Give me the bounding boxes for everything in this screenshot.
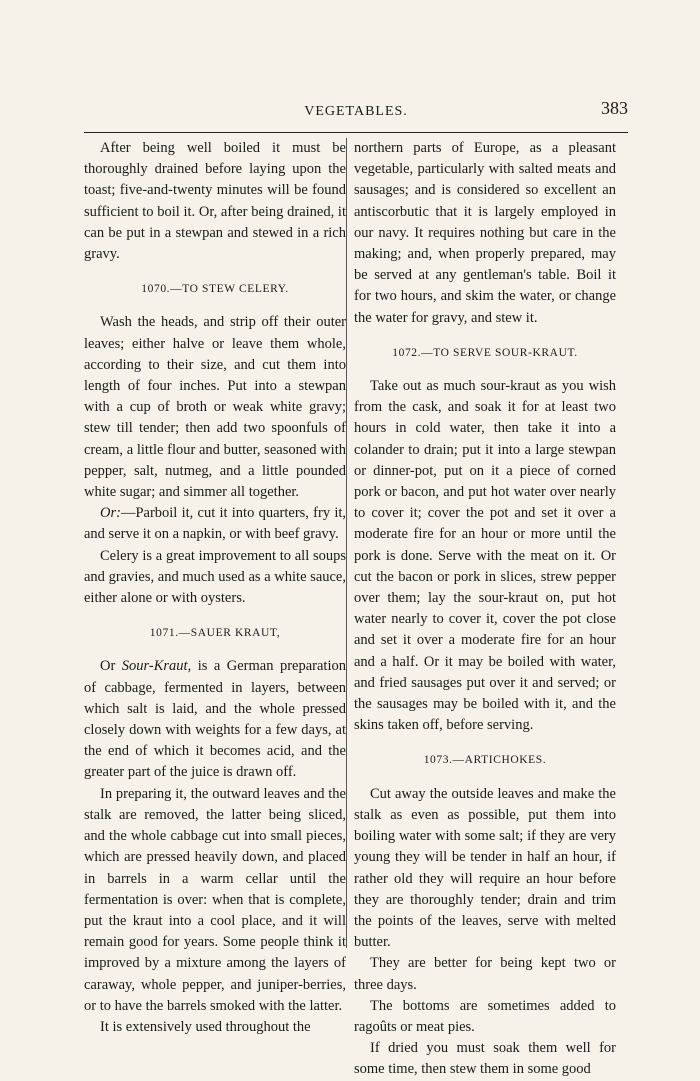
or-label: Or: [100, 505, 121, 522]
paragraph [84, 503, 346, 545]
paragraph-text: is a German preparation of cabbage, fermented in layers, between which salt is laid, and the whole pressed closely down with weights for a few days, at the end of which it becomes acid, and the greater part of the juice is drawn off. [84, 658, 346, 781]
paragraph: If dried you must soak them well for some time, then stew them in some good [354, 1040, 616, 1078]
paragraph: Celery is a great improvement to all soups and gravies, and much used as a white sauce, either alone or with oysters. [84, 547, 346, 607]
recipe-heading-1073: 1073.—ARTICHOKES. [423, 754, 547, 767]
paragraph: Cut away the outside leaves and make the stalk as even as possible, put them into boiling water with some salt; if they are very young they will be tender in half an hour, if rather old they will require an hour before they are thoroughly tender; drain and trim the points of the leaves, serve with melted butter. [354, 785, 616, 951]
running-title: VEGETABLES. [304, 104, 408, 119]
paragraph [84, 656, 346, 783]
column-divider [346, 138, 347, 948]
paragraph-text: —Parboil it, cut it into quarters, fry it, and serve it on a napkin, or with beef gravy. [84, 505, 346, 543]
recipe-heading-1070: 1070.—TO STEW CELERY. [141, 283, 289, 296]
paragraph: They are better for being kept two or three days. [354, 955, 616, 993]
emphasis-sour-kraut: Sour-Kraut, [121, 658, 192, 675]
page-header [84, 96, 628, 128]
paragraph: It is extensively used throughout the [100, 1018, 311, 1035]
paragraph: After being well boiled it must be thoroughly drained before laying upon the toast; five-and-twenty minutes will be found sufficient to boil it. Or, after being drained, it can be put in a stewpan and stewed in a rich gravy. [84, 140, 346, 263]
paragraph: Take out as much sour-kraut as you wish from the cask, and soak it for at least two hours in cold water, then take it into a colander to drain; put it into a large stewpan or dinner-pot, put on it a piece of corned pork or bacon, and put hot water over nearly to cover it; cover the pot and set it over a moderate fire for an hour or more until the pork is done. Serve with the meat on it. Or cut the bacon or pork in slices, strew pepper over them; lay the sour-kraut on, put hot water nearly to cover it, cover the pot close and set it over a moderate fire for an hour and a half. Or it may be boiled with water, and fried sausages put over it and served; or the sausages may be boiled with it, and the skins taken off, before serving. [354, 378, 616, 734]
paragraph-text: Or [100, 658, 122, 675]
page-number: 383 [601, 98, 628, 118]
paragraph: The bottoms are sometimes added to ragoûts or meat pies. [354, 997, 616, 1035]
right-column [354, 138, 616, 1081]
left-column [84, 138, 346, 1038]
paragraph: northern parts of Europe, as a pleasant vegetable, particularly with salted meats and sausages; and is considered so excellent an antiscorbutic that it is largely employed in our navy. It requires nothing but care in the making; and, when properly prepared, may be served at any gentleman's table. Boil it for two hours, and skim the water, or change the water for gravy, and stew it. [354, 140, 616, 326]
paragraph: In preparing it, the outward leaves and the stalk are removed, the latter being sliced, and the whole cabbage cut into small pieces, which are pressed heavily down, and placed in barrels in a warm cellar until the fermentation is over: when that is complete, put the kraut into a cool place, and it will remain good for years. Some people think it improved by a mixture among the layers of caraway, whole pepper, and juniper-berries, or to have the barrels smoked with the latter. [84, 785, 346, 1014]
header-rule [84, 132, 628, 133]
recipe-heading-1071: 1071.—SAUER KRAUT, [149, 627, 281, 640]
recipe-heading-1072: 1072.—TO SERVE SOUR-KRAUT. [392, 346, 578, 359]
paragraph: Wash the heads, and strip off their outer leaves; either halve or leave them whole, according to their size, and cut them into length of four inches. Put into a stewpan with a cup of broth or weak white gravy; stew till tender; then add two spoonfuls of cream, a little flour and butter, seasoned with pepper, salt, nutmeg, and a little pounded white sugar; and simmer all together. [84, 314, 346, 501]
